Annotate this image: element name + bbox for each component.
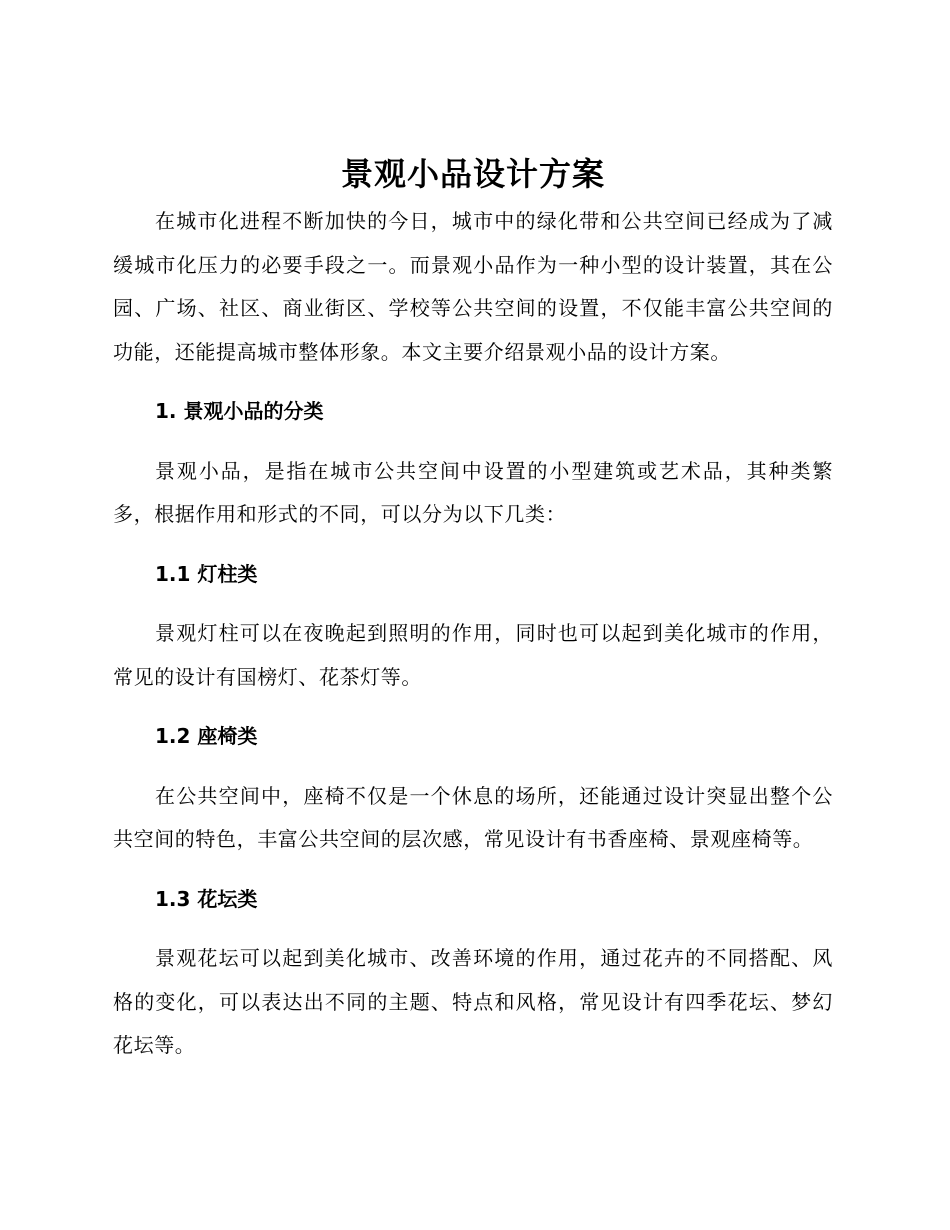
section-paragraph-1-3: 景观花坛可以起到美化城市、改善环境的作用，通过花卉的不同搭配、风格的变化，可以表达出不同的主题、特点和风格，常见设计有四季花坛、梦幻花坛等。 xyxy=(113,946,833,1057)
spacer xyxy=(113,759,833,775)
spacer xyxy=(113,374,833,390)
section-heading-1-3: 1.3 花坛类 xyxy=(155,886,258,911)
spacer xyxy=(113,434,833,450)
section-heading-1-1: 1.1 灯柱类 xyxy=(155,561,258,586)
spacer xyxy=(113,862,833,878)
section-paragraph-1-1: 景观灯柱可以在夜晚起到照明的作用，同时也可以起到美化城市的作用，常见的设计有国榜灯、花茶灯等。 xyxy=(113,621,833,689)
spacer xyxy=(113,921,833,937)
intro-paragraph: 在城市化进程不断加快的今日，城市中的绿化带和公共空间已经成为了减缓城市化压力的必要手段之一。而景观小品作为一种小型的设计装置，其在公园、广场、社区、商业街区、学校等公共空间的设置，不仅能丰富公共空间的功能，还能提高城市整体形象。本文主要介绍景观小品的设计方案。 xyxy=(113,209,833,364)
spacer xyxy=(113,699,833,715)
document-title: 景观小品设计方案 xyxy=(340,155,605,193)
section-heading-1: 1. 景观小品的分类 xyxy=(155,399,324,423)
section-paragraph-1-2: 在公共空间中，座椅不仅是一个休息的场所，还能通过设计突显出整个公共空间的特色，丰富公共空间的层次感，常见设计有书香座椅、景观座椅等。 xyxy=(113,783,833,851)
section-heading-1-2: 1.2 座椅类 xyxy=(155,724,258,748)
spacer xyxy=(113,537,833,553)
spacer xyxy=(113,596,833,612)
section-paragraph-1: 景观小品，是指在城市公共空间中设置的小型建筑或艺术品，其种类繁多，根据作用和形式的不同，可以分为以下几类： xyxy=(113,458,833,526)
document-body xyxy=(113,148,833,1068)
